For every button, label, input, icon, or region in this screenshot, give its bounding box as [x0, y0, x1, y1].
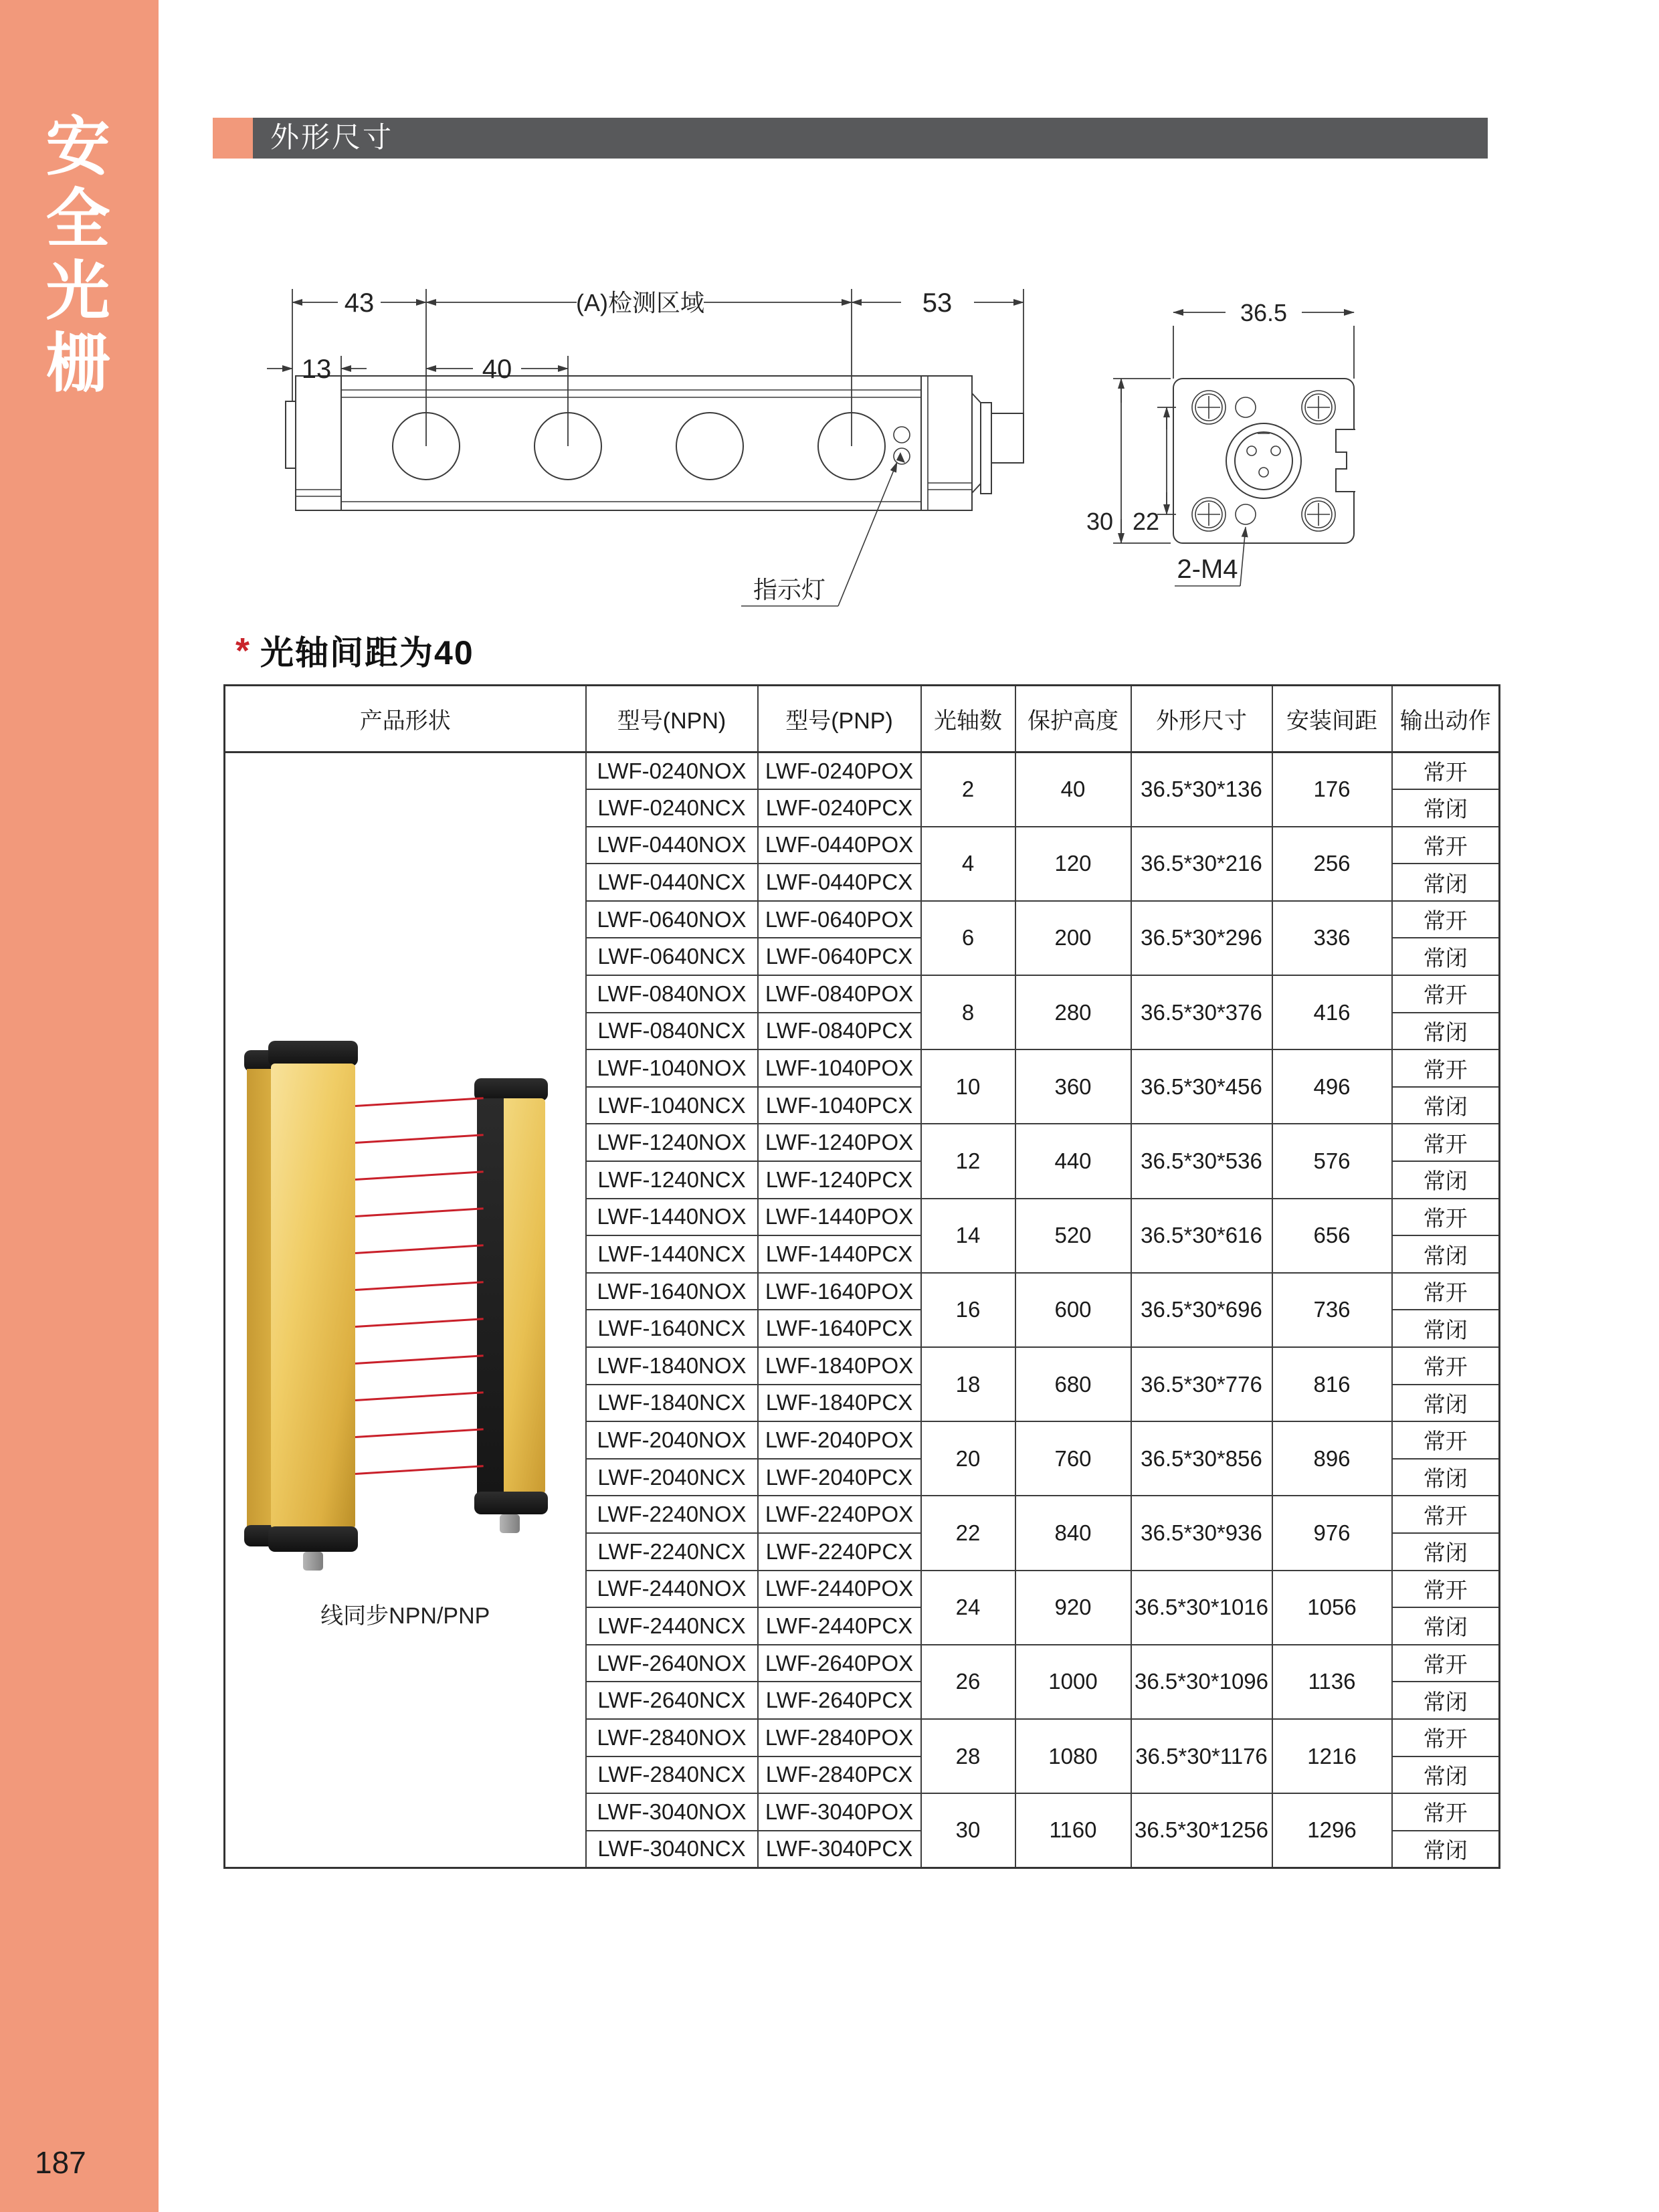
dim-43: 43 — [344, 288, 375, 318]
cell-beam-count: 18 — [921, 1347, 1015, 1421]
cell-model-pnp: LWF-0240PCX — [758, 789, 921, 827]
cell-output-no: 常开 — [1392, 901, 1500, 938]
light-beam — [355, 1171, 484, 1181]
cell-model-pnp: LWF-2640POX — [758, 1645, 921, 1682]
cell-model-pnp: LWF-1640POX — [758, 1273, 921, 1310]
cell-model-pnp: LWF-0240POX — [758, 752, 921, 790]
m8-connector — [1226, 423, 1301, 498]
page-number: 187 — [35, 2145, 86, 2180]
product-photo — [244, 1041, 568, 1571]
cell-model-pnp: LWF-1040PCX — [758, 1087, 921, 1124]
cell-model-pnp: LWF-1240PCX — [758, 1161, 921, 1199]
cell-model-npn: LWF-1040NOX — [586, 1049, 758, 1087]
cell-output-no: 常开 — [1392, 1049, 1500, 1087]
cell-mount-spacing: 1296 — [1272, 1793, 1392, 1868]
section-accent-square — [213, 118, 253, 159]
cell-model-npn: LWF-2240NOX — [586, 1496, 758, 1533]
cell-output-no: 常开 — [1392, 1645, 1500, 1682]
indicator-label: 指示灯 — [753, 576, 826, 603]
cell-model-npn: LWF-2440NCX — [586, 1607, 758, 1645]
cell-protect-height: 360 — [1015, 1049, 1131, 1124]
cell-output-no: 常开 — [1392, 1793, 1500, 1831]
cell-model-npn: LWF-2440NOX — [586, 1571, 758, 1608]
right-bar-stud — [500, 1514, 520, 1533]
cell-model-npn: LWF-2040NOX — [586, 1421, 758, 1459]
cell-model-npn: LWF-1240NCX — [586, 1161, 758, 1199]
cell-beam-count: 2 — [921, 752, 1015, 827]
cell-protect-height: 120 — [1015, 827, 1131, 901]
cell-output-no: 常开 — [1392, 1496, 1500, 1533]
light-beam — [355, 1207, 484, 1217]
header-model-npn: 型号(NPN) — [586, 686, 758, 752]
cell-model-pnp: LWF-0640POX — [758, 901, 921, 938]
cell-output-nc: 常闭 — [1392, 1459, 1500, 1496]
note-beam-pitch — [235, 626, 474, 674]
cell-protect-height: 1160 — [1015, 1793, 1131, 1868]
cell-protect-height: 280 — [1015, 975, 1131, 1049]
cell-output-nc: 常闭 — [1392, 1607, 1500, 1645]
cell-model-npn: LWF-1640NCX — [586, 1310, 758, 1347]
cell-model-npn: LWF-2240NCX — [586, 1533, 758, 1571]
cell-model-pnp: LWF-1440POX — [758, 1199, 921, 1236]
cell-model-npn: LWF-3040NOX — [586, 1793, 758, 1831]
cell-dimensions: 36.5*30*1016 — [1131, 1571, 1272, 1645]
cell-model-pnp: LWF-2840POX — [758, 1719, 921, 1756]
model-row — [225, 752, 1500, 790]
cell-mount-spacing: 496 — [1272, 1049, 1392, 1124]
cell-model-npn: LWF-2640NOX — [586, 1645, 758, 1682]
cell-model-npn: LWF-0240NCX — [586, 789, 758, 827]
left-bar-stud — [303, 1552, 323, 1571]
cell-model-pnp: LWF-0840POX — [758, 975, 921, 1013]
cell-dimensions: 36.5*30*776 — [1131, 1347, 1272, 1421]
cell-beam-count: 20 — [921, 1421, 1015, 1496]
m4-hole-top — [1236, 397, 1256, 417]
cell-output-nc: 常闭 — [1392, 1087, 1500, 1124]
cell-beam-count: 6 — [921, 901, 1015, 975]
left-bar — [271, 1041, 355, 1552]
cell-beam-count: 28 — [921, 1719, 1015, 1793]
cell-model-pnp: LWF-2240PCX — [758, 1533, 921, 1571]
cell-dimensions: 36.5*30*696 — [1131, 1273, 1272, 1347]
cell-model-pnp: LWF-0840PCX — [758, 1013, 921, 1050]
cell-mount-spacing: 1056 — [1272, 1571, 1392, 1645]
cell-model-pnp: LWF-1840POX — [758, 1347, 921, 1385]
cell-output-nc: 常闭 — [1392, 1682, 1500, 1719]
header-output-action: 输出动作 — [1392, 686, 1500, 752]
light-beam — [355, 1244, 484, 1254]
dim-detect-area: (A)检测区域 — [576, 289, 704, 316]
cell-model-npn: LWF-1840NCX — [586, 1385, 758, 1422]
dim-13: 13 — [301, 355, 332, 384]
cell-protect-height: 40 — [1015, 752, 1131, 827]
cell-model-pnp: LWF-3040POX — [758, 1793, 921, 1831]
cell-output-nc: 常闭 — [1392, 1831, 1500, 1868]
cell-dimensions: 36.5*30*296 — [1131, 901, 1272, 975]
cell-output-no: 常开 — [1392, 1571, 1500, 1608]
cell-model-npn: LWF-2840NCX — [586, 1756, 758, 1794]
cell-protect-height: 520 — [1015, 1199, 1131, 1273]
cell-output-nc: 常闭 — [1392, 1385, 1500, 1422]
cell-model-pnp: LWF-1040POX — [758, 1049, 921, 1087]
cell-model-pnp: LWF-2040POX — [758, 1421, 921, 1459]
dim-22: 22 — [1132, 508, 1160, 535]
cell-mount-spacing: 176 — [1272, 752, 1392, 827]
cell-mount-spacing: 336 — [1272, 901, 1392, 975]
light-beam — [355, 1097, 484, 1107]
din-notch — [1336, 429, 1355, 492]
cross-section-view — [1086, 299, 1355, 586]
cell-output-no: 常开 — [1392, 1199, 1500, 1236]
cell-beam-count: 24 — [921, 1571, 1015, 1645]
cell-mount-spacing: 736 — [1272, 1273, 1392, 1347]
cell-output-nc: 常闭 — [1392, 1533, 1500, 1571]
cell-mount-spacing: 896 — [1272, 1421, 1392, 1496]
cell-mount-spacing: 416 — [1272, 975, 1392, 1049]
cell-model-pnp: LWF-2440PCX — [758, 1607, 921, 1645]
header-protect-height: 保护高度 — [1015, 686, 1131, 752]
table-header-row — [225, 686, 1500, 752]
cell-dimensions: 36.5*30*536 — [1131, 1124, 1272, 1198]
cell-output-no: 常开 — [1392, 827, 1500, 864]
cell-model-npn: LWF-0840NOX — [586, 975, 758, 1013]
section-header — [213, 118, 1488, 159]
cell-output-nc: 常闭 — [1392, 938, 1500, 975]
cell-model-npn: LWF-1640NOX — [586, 1273, 758, 1310]
cell-protect-height: 1080 — [1015, 1719, 1131, 1793]
product-shape-cell — [225, 752, 586, 1868]
right-bar-lens-face — [477, 1098, 504, 1494]
corner-screws — [1192, 391, 1335, 531]
cell-model-pnp: LWF-0640PCX — [758, 938, 921, 975]
cell-output-no: 常开 — [1392, 975, 1500, 1013]
cell-output-nc: 常闭 — [1392, 1161, 1500, 1199]
dim-53: 53 — [922, 288, 953, 318]
cell-dimensions: 36.5*30*216 — [1131, 827, 1272, 901]
header-product-shape: 产品形状 — [225, 686, 586, 752]
cell-model-npn: LWF-1840NOX — [586, 1347, 758, 1385]
dim-36-5: 36.5 — [1240, 299, 1288, 326]
header-beam-count: 光轴数 — [921, 686, 1015, 752]
cell-mount-spacing: 816 — [1272, 1347, 1392, 1421]
cell-output-no: 常开 — [1392, 1421, 1500, 1459]
cell-model-pnp: LWF-1240POX — [758, 1124, 921, 1161]
cell-dimensions: 36.5*30*456 — [1131, 1049, 1272, 1124]
cell-model-pnp: LWF-2040PCX — [758, 1459, 921, 1496]
light-beam — [355, 1318, 484, 1328]
dim-40: 40 — [482, 355, 512, 384]
light-beam — [355, 1134, 484, 1144]
cell-mount-spacing: 1136 — [1272, 1645, 1392, 1719]
cell-protect-height: 440 — [1015, 1124, 1131, 1198]
cell-model-npn: LWF-1240NOX — [586, 1124, 758, 1161]
cell-protect-height: 920 — [1015, 1571, 1131, 1645]
sidebar — [0, 0, 159, 2212]
cell-model-pnp: LWF-1640PCX — [758, 1310, 921, 1347]
cell-model-npn: LWF-0440NOX — [586, 827, 758, 864]
cell-output-no: 常开 — [1392, 1273, 1500, 1310]
cell-beam-count: 26 — [921, 1645, 1015, 1719]
cell-beam-count: 22 — [921, 1496, 1015, 1570]
cell-dimensions: 36.5*30*1176 — [1131, 1719, 1272, 1793]
cell-dimensions: 36.5*30*936 — [1131, 1496, 1272, 1570]
header-mount-spacing: 安装间距 — [1272, 686, 1392, 752]
cell-model-pnp: LWF-1440PCX — [758, 1235, 921, 1273]
cell-model-npn: LWF-2640NCX — [586, 1682, 758, 1719]
cell-output-nc: 常闭 — [1392, 1310, 1500, 1347]
light-beam — [355, 1465, 484, 1475]
cell-output-nc: 常闭 — [1392, 789, 1500, 827]
cell-model-npn: LWF-0640NOX — [586, 901, 758, 938]
cell-output-nc: 常闭 — [1392, 1013, 1500, 1050]
header-dimensions: 外形尺寸 — [1131, 686, 1272, 752]
cell-protect-height: 760 — [1015, 1421, 1131, 1496]
lens-circles — [393, 413, 885, 480]
cell-output-no: 常开 — [1392, 1124, 1500, 1161]
cell-beam-count: 14 — [921, 1199, 1015, 1273]
dim-row-1 — [292, 288, 1023, 318]
cell-dimensions: 36.5*30*616 — [1131, 1199, 1272, 1273]
cell-dimensions: 36.5*30*136 — [1131, 752, 1272, 827]
m4-hole-bottom — [1236, 504, 1256, 524]
cell-model-npn: LWF-1040NCX — [586, 1087, 758, 1124]
cell-mount-spacing: 976 — [1272, 1496, 1392, 1570]
cell-model-npn: LWF-2840NOX — [586, 1719, 758, 1756]
screw-spec-label: 2-M4 — [1177, 555, 1238, 584]
light-beam — [355, 1354, 484, 1365]
cell-model-pnp: LWF-0440POX — [758, 827, 921, 864]
cell-protect-height: 680 — [1015, 1347, 1131, 1421]
cell-protect-height: 600 — [1015, 1273, 1131, 1347]
cell-beam-count: 4 — [921, 827, 1015, 901]
cell-protect-height: 1000 — [1015, 1645, 1131, 1719]
cell-model-npn: LWF-0840NCX — [586, 1013, 758, 1050]
light-beam — [355, 1428, 484, 1438]
cell-protect-height: 840 — [1015, 1496, 1131, 1570]
cell-beam-count: 10 — [921, 1049, 1015, 1124]
cell-output-nc: 常闭 — [1392, 864, 1500, 901]
cell-model-npn: LWF-1440NCX — [586, 1235, 758, 1273]
right-bar — [477, 1078, 545, 1514]
note-text: 光轴间距为40 — [260, 634, 474, 672]
header-model-pnp: 型号(PNP) — [758, 686, 921, 752]
light-beam — [355, 1391, 484, 1401]
cell-mount-spacing: 256 — [1272, 827, 1392, 901]
cell-model-npn: LWF-0240NOX — [586, 752, 758, 790]
dim-30: 30 — [1086, 508, 1114, 535]
cell-output-no: 常开 — [1392, 752, 1500, 790]
spec-table — [223, 684, 1500, 1869]
dimension-drawing — [254, 281, 1505, 629]
cell-model-npn: LWF-1440NOX — [586, 1199, 758, 1236]
cell-dimensions: 36.5*30*376 — [1131, 975, 1272, 1049]
section-title: 外形尺寸 — [253, 118, 1488, 159]
cell-model-pnp: LWF-0440PCX — [758, 864, 921, 901]
cell-model-npn: LWF-3040NCX — [586, 1831, 758, 1868]
dim-row-2 — [267, 355, 568, 384]
cell-model-npn: LWF-2040NCX — [586, 1459, 758, 1496]
cell-mount-spacing: 576 — [1272, 1124, 1392, 1198]
light-beam — [355, 1281, 484, 1291]
cell-model-pnp: LWF-2240POX — [758, 1496, 921, 1533]
cell-dimensions: 36.5*30*856 — [1131, 1421, 1272, 1496]
cell-protect-height: 200 — [1015, 901, 1131, 975]
cell-output-no: 常开 — [1392, 1719, 1500, 1756]
cell-beam-count: 16 — [921, 1273, 1015, 1347]
cell-mount-spacing: 1216 — [1272, 1719, 1392, 1793]
cell-model-pnp: LWF-3040PCX — [758, 1831, 921, 1868]
cell-model-pnp: LWF-2640PCX — [758, 1682, 921, 1719]
cell-output-nc: 常闭 — [1392, 1756, 1500, 1794]
cell-output-nc: 常闭 — [1392, 1235, 1500, 1273]
cell-beam-count: 8 — [921, 975, 1015, 1049]
cell-dimensions: 36.5*30*1256 — [1131, 1793, 1272, 1868]
front-view-outline — [286, 376, 1023, 510]
cell-model-npn: LWF-0440NCX — [586, 864, 758, 901]
cell-dimensions: 36.5*30*1096 — [1131, 1645, 1272, 1719]
cell-model-pnp: LWF-1840PCX — [758, 1385, 921, 1422]
asterisk-marker: * — [235, 631, 250, 671]
sync-type-label: 线同步NPN/PNP — [320, 1603, 490, 1629]
cell-model-npn: LWF-0640NCX — [586, 938, 758, 975]
sidebar-category-title: 安全光栅 — [37, 112, 108, 401]
cell-model-pnp: LWF-2840PCX — [758, 1756, 921, 1794]
cell-mount-spacing: 656 — [1272, 1199, 1392, 1273]
cell-model-pnp: LWF-2440POX — [758, 1571, 921, 1608]
cell-output-no: 常开 — [1392, 1347, 1500, 1385]
cell-beam-count: 12 — [921, 1124, 1015, 1198]
cell-beam-count: 30 — [921, 1793, 1015, 1868]
